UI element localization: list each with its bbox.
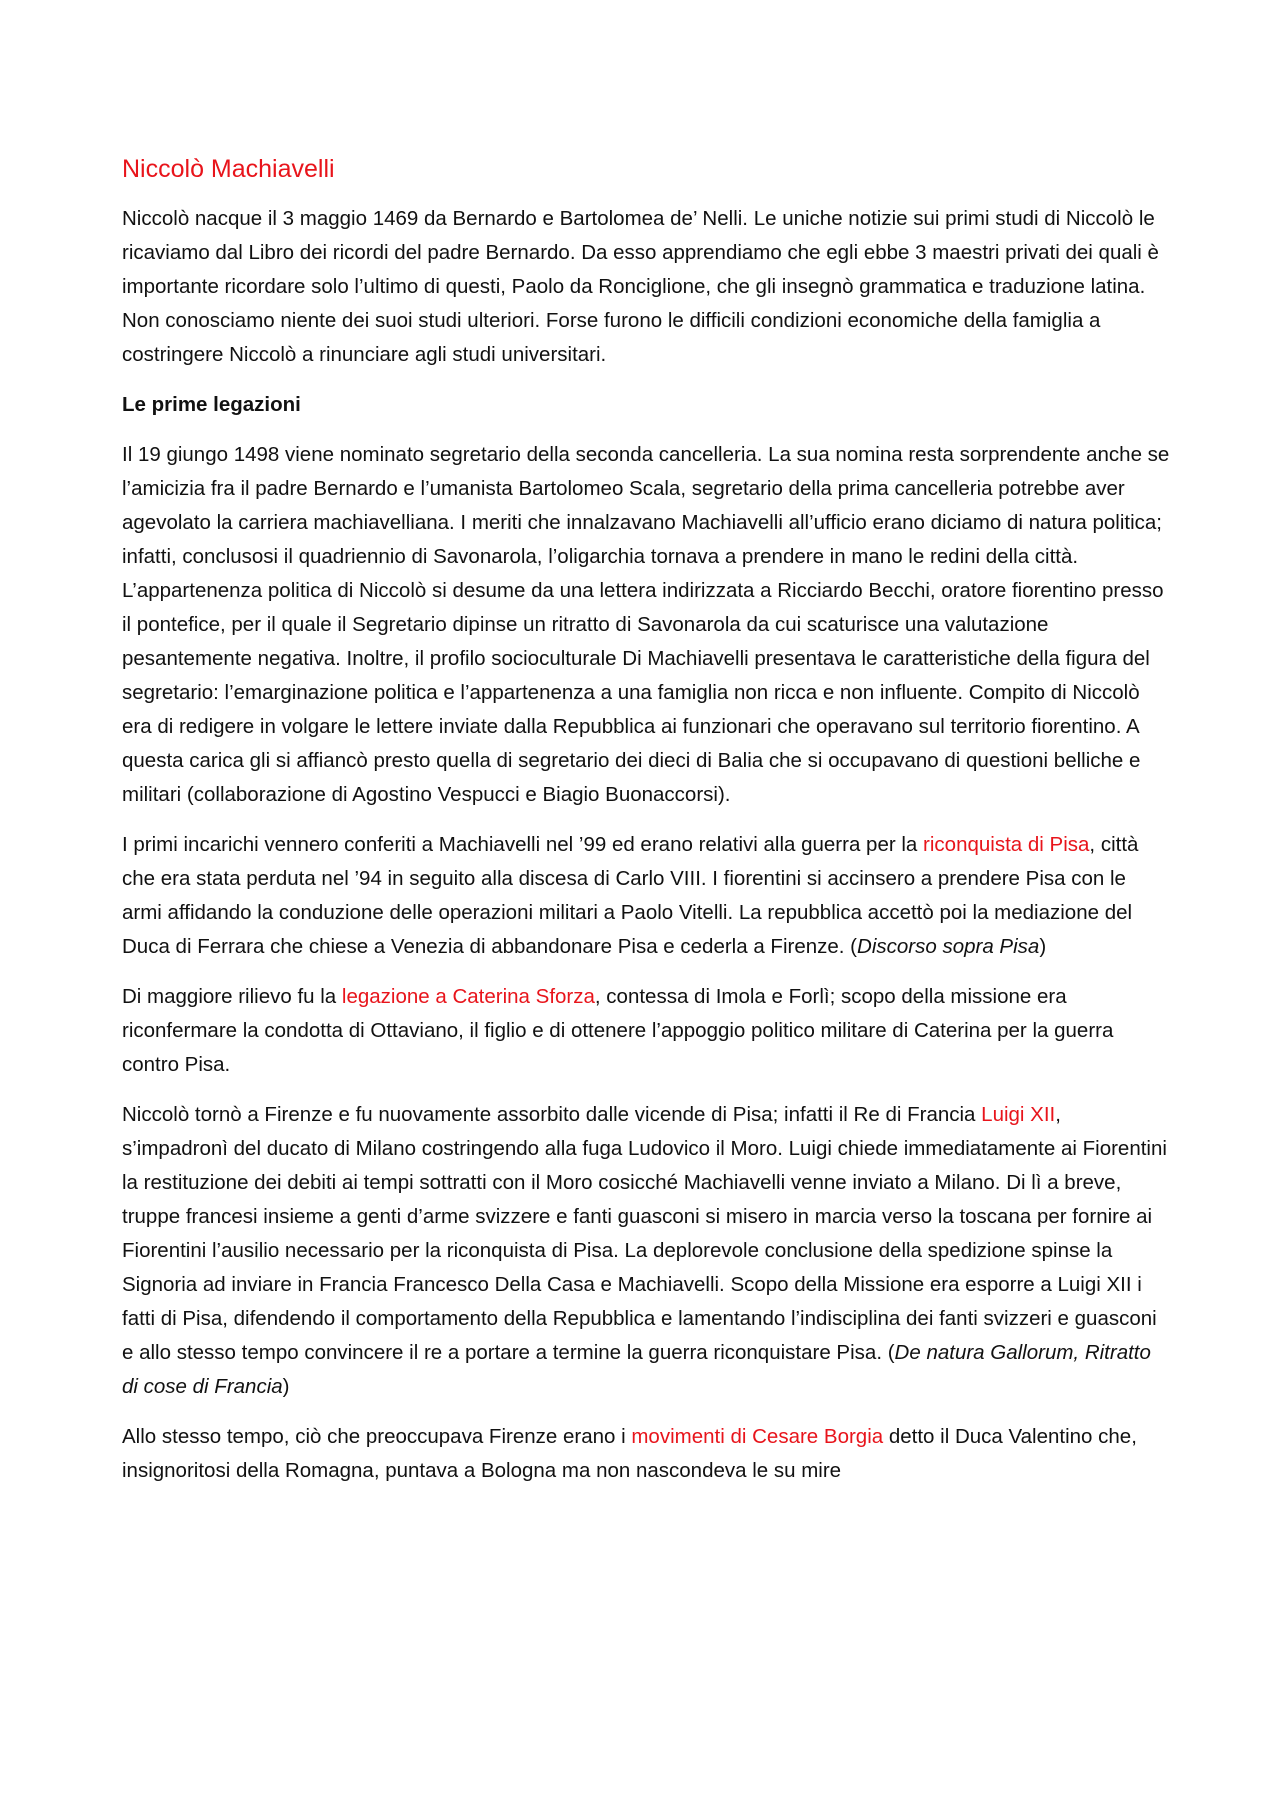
document-title: Niccolò Machiavelli <box>122 155 335 183</box>
highlight-caterina-sforza: legazione a Caterina Sforza <box>341 985 595 1008</box>
paragraph-pisa-text-1: I primi incarichi vennero conferiti a Machiavelli nel ’99 ed erano relativi alla guerra per la <box>122 833 924 856</box>
highlight-cesare-borgia: movimenti di Cesare Borgia <box>631 1425 884 1448</box>
highlight-luigi-xii: Luigi XII <box>981 1103 1056 1126</box>
paragraph-caterina <box>122 980 1170 1082</box>
paragraph-caterina-text-1: Di maggiore rilievo fu la <box>122 985 342 1008</box>
section-heading: Le prime legazioni <box>122 393 301 416</box>
paragraph-early-life: Niccolò nacque il 3 maggio 1469 da Bernardo e Bartolomea de’ Nelli. Le uniche notizie sui primi studi di Niccolò le ricaviamo dal Libro dei ricordi del padre Bernardo. Da esso apprendiamo che egli ebbe 3 maestri privati dei quali è importante ricordare solo l’ultimo di questi, Paolo da Ronciglione, che gli insegnò grammatica e traduzione latina. Non conosciamo niente dei suoi studi ulteriori. Forse furono le difficili condizioni economiche della famiglia a costringere Niccolò a rinunciare agli studi universitari. <box>122 207 1159 366</box>
paragraph-appointment: Il 19 giungo 1498 viene nominato segretario della seconda cancelleria. La sua nomina resta sorprendente anche se l’amicizia fra il padre Bernardo e l’umanista Bartolomeo Scala, segretario della prima cancelleria potrebbe aver agevolato la carriera machiavelliana. I meriti che innalzavano Machiavelli all’ufficio erano diciamo di natura politica; infatti, conclusosi il quadriennio di Savonarola, l’oligarchia tornava a prendere in mano le redini della città. L’appartenenza politica di Niccolò si desume da una lettera indirizzata a Ricciardo Becchi, oratore fiorentino presso il pontefice, per il quale il Segretario dipinse un ritratto di Savonarola da cui scaturisce una valutazione pesantemente negativa. Inoltre, il profilo socioculturale Di Machiavelli presentava le caratteristiche della figura del segretario: l’emarginazione politica e l’appartenenza a una famiglia non ricca e non influente. Compito di Niccolò era di redigere in volgare le lettere inviate dalla Repubblica ai funzionari che operavano sul territorio fiorentino. A questa carica gli si affiancò presto quella di segretario dei dieci di Balia che si occupavano di questioni belliche e militari (collaborazione di Agostino Vespucci e Biagio Buonaccorsi). <box>122 443 1170 806</box>
paragraph-pisa-text-2: , città che era stata perduta nel ’94 in seguito alla discesa di Carlo VIII. I fiorentini si accinsero a prendere Pisa con le armi affidando la conduzione delle operazioni militari a Paolo Vitelli. La repubblica accettò poi la mediazione del Duca di Ferrara che chiese a Venezia di abbandonare Pisa e cederla a Firenze. ( <box>122 833 1139 958</box>
italic-work-titles: De natura Gallorum, Ritratto di cose di Francia <box>122 1341 1151 1398</box>
paragraph-luigi-text-1: Niccolò tornò a Firenze e fu nuovamente assorbito dalle vicende di Pisa; infatti il Re di Francia <box>122 1103 982 1126</box>
paragraph-borgia <box>122 1420 1170 1488</box>
paragraph-luigi-text-3: ) <box>282 1375 290 1398</box>
paragraph-borgia-text-2: detto il Duca Valentino che, insignoritosi della Romagna, puntava a Bologna ma non nascondeva le su mire <box>122 1425 1137 1482</box>
paragraph-caterina-text-2: , contessa di Imola e Forlì; scopo della missione era riconfermare la condotta di Ottaviano, il figlio e di ottenere l’appoggio politico militare di Caterina per la guerra contro Pisa. <box>122 985 1114 1076</box>
paragraph-pisa <box>122 828 1170 964</box>
paragraph-pisa-text-3: ) <box>1039 935 1047 958</box>
paragraph-luigi <box>122 1098 1170 1404</box>
paragraph-borgia-text-1: Allo stesso tempo, ciò che preoccupava Firenze erano i <box>122 1425 632 1448</box>
paragraph-luigi-text-2: , s’impadronì del ducato di Milano costringendo alla fuga Ludovico il Moro. Luigi chiede immediatamente ai Fiorentini la restituzione dei debiti ai tempi sottratti con il Moro cosicché Machiavelli venne inviato a Milano. Di lì a breve, truppe francesi insieme a genti d’arme svizzere e fanti guasconi si misero in marcia verso la toscana per fornire ai Fiorentini l’ausilio necessario per la riconquista di Pisa. La deplorevole conclusione della spedizione spinse la Signoria ad inviare in Francia Francesco Della Casa e Machiavelli. Scopo della Missione era esporre a Luigi XII i fatti di Pisa, difendendo il comportamento della Repubblica e lamentando l’indisciplina dei fanti svizzeri e guasconi e allo stesso tempo convincere il re a portare a termine la guerra riconquistare Pisa. ( <box>122 1103 1167 1364</box>
italic-work-title: Discorso sopra Pisa <box>857 935 1040 958</box>
highlight-riconquista-pisa: riconquista di Pisa <box>923 833 1090 856</box>
